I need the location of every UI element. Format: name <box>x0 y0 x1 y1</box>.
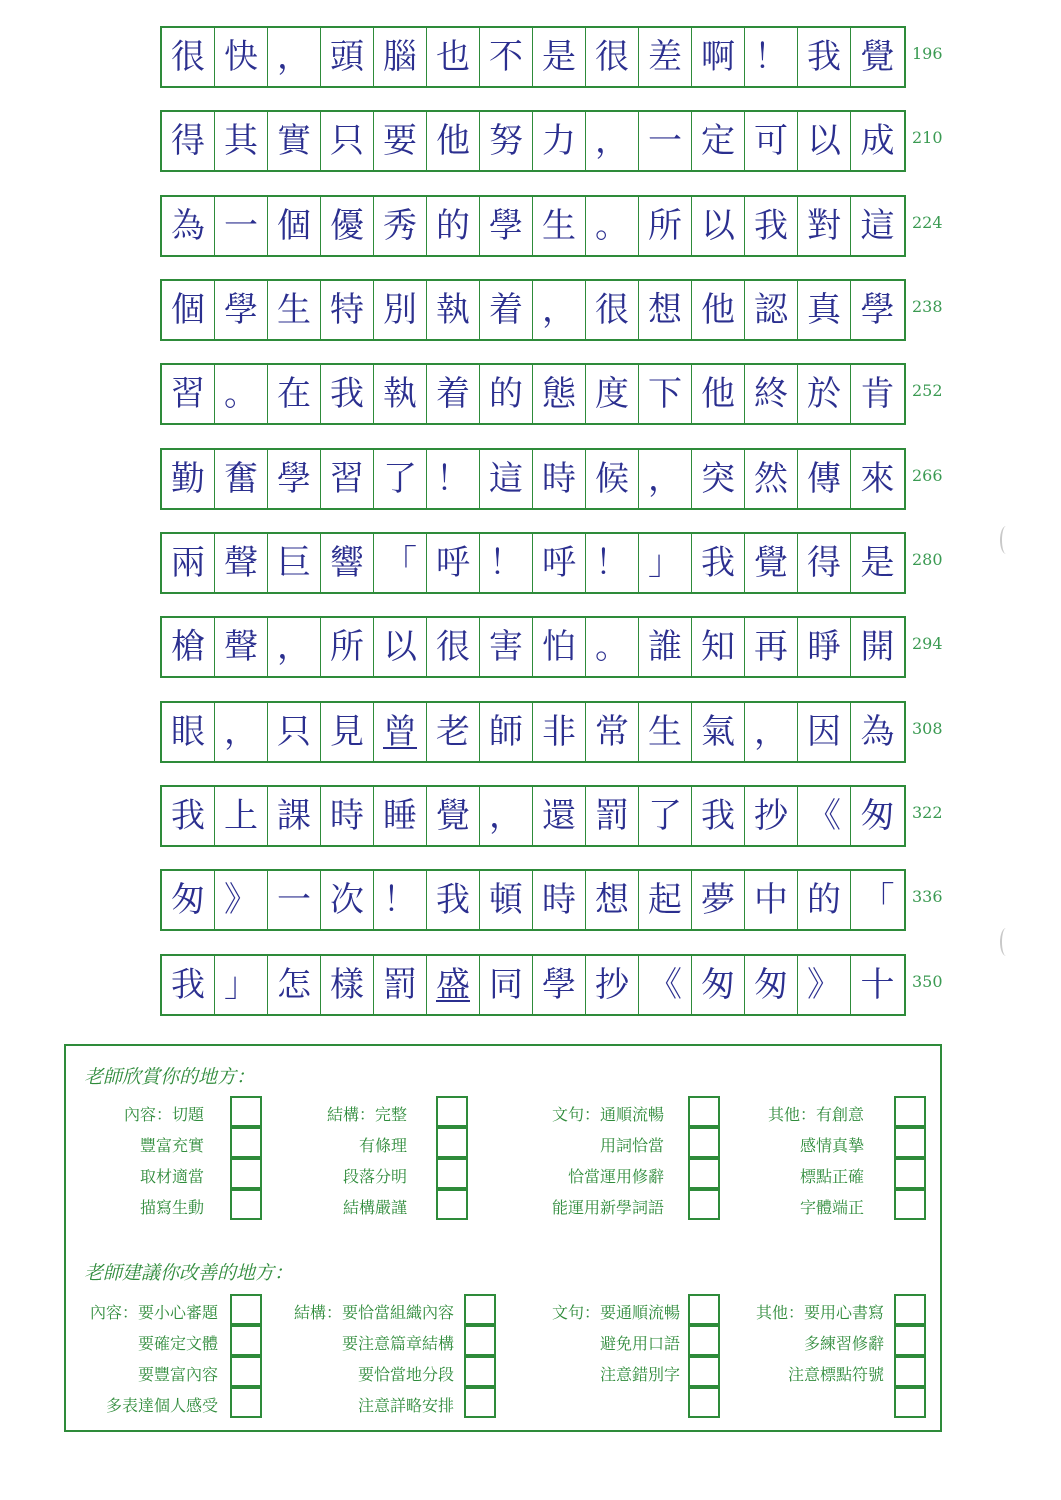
grid-cell: 定 <box>692 112 745 170</box>
grid-cell: 啊 <box>692 28 745 86</box>
grid-cell: 「 <box>374 534 427 592</box>
grid-cell: 很 <box>586 281 639 339</box>
grid-cell: 課 <box>268 787 321 845</box>
feedback-checkbox[interactable] <box>230 1325 262 1356</box>
grid-cell: 終 <box>745 365 798 423</box>
grid-cell: 誰 <box>639 618 692 676</box>
grid-cell: 聲 <box>215 534 268 592</box>
binder-hole-icon <box>1000 526 1012 554</box>
grid-cell: 習 <box>162 365 215 423</box>
grid-cell: ， <box>215 703 268 761</box>
grid-cell: ， <box>533 281 586 339</box>
grid-cell: 執 <box>374 365 427 423</box>
grid-cell: 候 <box>586 450 639 508</box>
grid-cell: 常 <box>586 703 639 761</box>
feedback-checkbox[interactable] <box>688 1158 720 1189</box>
grid-cell: 優 <box>321 197 374 255</box>
grid-cell: 老 <box>427 703 480 761</box>
grid-cells <box>160 785 906 847</box>
grid-cell: 生 <box>639 703 692 761</box>
grid-row <box>160 110 943 170</box>
grid-cell: 巨 <box>268 534 321 592</box>
grid-cell: 罰 <box>586 787 639 845</box>
grid-cell: 呼 <box>427 534 480 592</box>
feedback-checkbox[interactable] <box>230 1387 262 1418</box>
grid-cell: 罰 <box>374 956 427 1014</box>
grid-cell: 睜 <box>798 618 851 676</box>
grid-cell: 響 <box>321 534 374 592</box>
feedback-checkbox[interactable] <box>688 1294 720 1325</box>
feedback-checkbox[interactable] <box>230 1127 262 1158</box>
grid-cell: 習 <box>321 450 374 508</box>
feedback-criterion-label: 恰當運用修辭 <box>567 1167 664 1186</box>
char-count-number: 238 <box>912 297 943 316</box>
grid-cell: 生 <box>533 197 586 255</box>
grid-cell: 起 <box>639 871 692 929</box>
grid-cell: 以 <box>692 197 745 255</box>
feedback-criterion-label: 取材適當 <box>139 1167 204 1186</box>
grid-cell: ， <box>745 703 798 761</box>
feedback-criterion-label: 字體端正 <box>799 1198 864 1217</box>
grid-cell: 再 <box>745 618 798 676</box>
feedback-criterion-label: 用詞恰當 <box>599 1136 664 1155</box>
grid-row <box>160 448 943 508</box>
grid-cell: 特 <box>321 281 374 339</box>
grid-cell: 抄 <box>745 787 798 845</box>
grid-cell: 同 <box>480 956 533 1014</box>
appreciate-title: 老師欣賞你的地方： <box>84 1066 256 1088</box>
grid-cell: ！ <box>427 450 480 508</box>
grid-cell: ， <box>480 787 533 845</box>
feedback-checkbox[interactable] <box>230 1096 262 1127</box>
grid-cells <box>160 616 906 678</box>
grid-cell: 力 <box>533 112 586 170</box>
grid-cell: 只 <box>268 703 321 761</box>
grid-cell: 以 <box>374 618 427 676</box>
char-count-number: 224 <box>912 213 943 232</box>
feedback-checkbox[interactable] <box>230 1189 262 1220</box>
grid-cell: 可 <box>745 112 798 170</box>
grid-cell: 害 <box>480 618 533 676</box>
grid-cell: 了 <box>639 787 692 845</box>
grid-cell: 快 <box>215 28 268 86</box>
grid-cell: 着 <box>427 365 480 423</box>
char-count-number: 308 <box>912 719 943 738</box>
grid-cell: 要 <box>374 112 427 170</box>
grid-cell: 」 <box>639 534 692 592</box>
grid-cell: 見 <box>321 703 374 761</box>
char-count-number: 322 <box>912 803 943 822</box>
grid-cell: ！ <box>745 28 798 86</box>
feedback-checkbox[interactable] <box>688 1387 720 1418</box>
grid-cell: 還 <box>533 787 586 845</box>
feedback-criterion-label: 注意標點符號 <box>787 1365 884 1384</box>
grid-cell: 。 <box>586 618 639 676</box>
grid-cell: 他 <box>427 112 480 170</box>
grid-cell: 了 <box>374 450 427 508</box>
feedback-criterion-label: 要恰當地分段 <box>357 1365 454 1384</box>
grid-cell: 然 <box>745 450 798 508</box>
feedback-criterion-label: 文句：通順流暢 <box>551 1105 664 1124</box>
feedback-criterion-label: 內容：要小心審題 <box>89 1303 218 1322</box>
feedback-checkbox[interactable] <box>436 1127 468 1158</box>
char-count-number: 350 <box>912 972 943 991</box>
grid-row <box>160 279 943 339</box>
grid-cell: 聲 <box>215 618 268 676</box>
grid-cell: 所 <box>639 197 692 255</box>
grid-cell: 抄 <box>586 956 639 1014</box>
grid-cell: 眼 <box>162 703 215 761</box>
feedback-checkbox[interactable] <box>894 1325 926 1356</box>
grid-cell: 曾 <box>374 703 427 761</box>
grid-cell: 為 <box>162 197 215 255</box>
grid-cell: 腦 <box>374 28 427 86</box>
grid-cell: 十 <box>860 965 895 1005</box>
feedback-checkbox[interactable] <box>436 1189 468 1220</box>
grid-cell: 呼 <box>533 534 586 592</box>
grid-cell: 成 <box>860 121 895 161</box>
feedback-checkbox[interactable] <box>688 1356 720 1387</box>
feedback-checkbox[interactable] <box>894 1189 926 1220</box>
grid-cell: 因 <box>798 703 851 761</box>
grid-cell: ， <box>586 112 639 170</box>
grid-row <box>160 195 943 255</box>
grid-cell: 只 <box>321 112 374 170</box>
grid-cell: 頭 <box>321 28 374 86</box>
feedback-criterion-label: 避免用口語 <box>599 1334 680 1353</box>
grid-cell: 我 <box>692 534 745 592</box>
grid-cell: 。 <box>586 197 639 255</box>
grid-cell: ！ <box>586 534 639 592</box>
grid-cell: 知 <box>692 618 745 676</box>
feedback-criterion-label: 標點正確 <box>799 1167 864 1186</box>
grid-cell: 以 <box>798 112 851 170</box>
grid-cells <box>160 110 906 172</box>
grid-cell: 認 <box>745 281 798 339</box>
grid-cell: 於 <box>798 365 851 423</box>
grid-cell: 》 <box>215 871 268 929</box>
feedback-checkbox[interactable] <box>436 1096 468 1127</box>
grid-cell: 開 <box>860 627 895 667</box>
binder-hole-icon <box>1000 928 1012 956</box>
grid-row <box>160 26 943 86</box>
grid-cell: 匆 <box>860 796 895 836</box>
feedback-criterion-label: 內容：切題 <box>123 1105 204 1124</box>
grid-cell: 非 <box>533 703 586 761</box>
grid-cell: ， <box>268 28 321 86</box>
grid-cell: 匆 <box>162 871 215 929</box>
grid-cell: 所 <box>321 618 374 676</box>
grid-cell: 」 <box>215 956 268 1014</box>
grid-cells <box>160 279 906 341</box>
grid-cell: 樣 <box>321 956 374 1014</box>
grid-cell: 別 <box>374 281 427 339</box>
grid-cell: 覺 <box>427 787 480 845</box>
char-count-number: 266 <box>912 466 943 485</box>
grid-cell: 我 <box>162 787 215 845</box>
grid-cell: 夢 <box>692 871 745 929</box>
grid-cells <box>160 26 906 88</box>
grid-cell: ！ <box>480 534 533 592</box>
feedback-checkbox[interactable] <box>894 1356 926 1387</box>
grid-cell: 度 <box>586 365 639 423</box>
grid-row <box>160 785 943 845</box>
char-count-number: 252 <box>912 381 943 400</box>
grid-cell: 我 <box>162 956 215 1014</box>
grid-cell: 我 <box>427 871 480 929</box>
grid-cells <box>160 363 906 425</box>
grid-cell: 。 <box>215 365 268 423</box>
feedback-criterion-label: 注意錯別字 <box>599 1365 680 1384</box>
grid-cell: 是 <box>860 543 895 583</box>
char-count-number: 196 <box>912 44 943 63</box>
grid-cell: 的 <box>427 197 480 255</box>
grid-cell: 怕 <box>533 618 586 676</box>
grid-cell: 其 <box>215 112 268 170</box>
feedback-checkbox[interactable] <box>688 1127 720 1158</box>
grid-cell: 這 <box>860 206 895 246</box>
grid-cell: 氣 <box>692 703 745 761</box>
grid-cell: 是 <box>533 28 586 86</box>
grid-row <box>160 532 943 592</box>
grid-row <box>160 954 943 1014</box>
feedback-criterion-label: 感情真摯 <box>799 1136 864 1155</box>
grid-cells <box>160 869 906 931</box>
feedback-checkbox[interactable] <box>436 1158 468 1189</box>
grid-cell: 匆 <box>745 956 798 1014</box>
grid-cell: 盛 <box>427 956 480 1014</box>
grid-cell: 努 <box>480 112 533 170</box>
feedback-criterion-label: 豐富充實 <box>139 1136 204 1155</box>
grid-cell: 真 <box>798 281 851 339</box>
grid-cell: 很 <box>586 28 639 86</box>
feedback-criterion-label: 多練習修辭 <box>803 1334 884 1353</box>
grid-cell: 我 <box>321 365 374 423</box>
grid-cell: 一 <box>268 871 321 929</box>
feedback-checkbox[interactable] <box>688 1096 720 1127</box>
feedback-checkbox[interactable] <box>230 1158 262 1189</box>
feedback-criterion-label: 其他：有創意 <box>767 1105 864 1124</box>
grid-cell: 覺 <box>860 37 895 77</box>
grid-cell: 為 <box>860 712 895 752</box>
feedback-criterion-label: 文句：要通順流暢 <box>551 1303 680 1322</box>
grid-cell: 得 <box>162 112 215 170</box>
grid-cell: 《 <box>639 956 692 1014</box>
grid-cell: 很 <box>427 618 480 676</box>
grid-cell: 想 <box>586 871 639 929</box>
grid-cell: 對 <box>798 197 851 255</box>
char-count-number: 336 <box>912 887 943 906</box>
grid-cell: 時 <box>533 871 586 929</box>
grid-cell: 差 <box>639 28 692 86</box>
grid-cells <box>160 954 906 1016</box>
grid-cell: 次 <box>321 871 374 929</box>
grid-cell: ， <box>639 450 692 508</box>
grid-cell: 實 <box>268 112 321 170</box>
grid-cell: 睡 <box>374 787 427 845</box>
grid-cell: 想 <box>639 281 692 339</box>
grid-cell: 一 <box>639 112 692 170</box>
grid-cell: 很 <box>162 28 215 86</box>
feedback-checkbox[interactable] <box>464 1294 496 1325</box>
char-count-number: 280 <box>912 550 943 569</box>
feedback-criterion-label: 注意詳略安排 <box>357 1396 454 1415</box>
grid-cell: 》 <box>798 956 851 1014</box>
feedback-criterion-label: 結構：要恰當組織內容 <box>293 1303 454 1322</box>
feedback-checkbox[interactable] <box>894 1294 926 1325</box>
feedback-checkbox[interactable] <box>894 1387 926 1418</box>
grid-cells <box>160 701 906 763</box>
grid-cell: 匆 <box>692 956 745 1014</box>
grid-row <box>160 363 943 423</box>
char-count-number: 294 <box>912 634 943 653</box>
grid-row <box>160 869 943 929</box>
feedback-checkbox[interactable] <box>464 1356 496 1387</box>
grid-cell: 覺 <box>745 534 798 592</box>
grid-cell: 學 <box>268 450 321 508</box>
char-count-number: 210 <box>912 128 943 147</box>
feedback-criterion-label: 描寫生動 <box>139 1198 204 1217</box>
grid-cell: 時 <box>321 787 374 845</box>
feedback-criterion-label: 要豐富內容 <box>137 1365 218 1384</box>
grid-cell: 執 <box>427 281 480 339</box>
grid-cell: 這 <box>480 450 533 508</box>
feedback-checkbox[interactable] <box>230 1294 262 1325</box>
feedback-checkbox[interactable] <box>464 1387 496 1418</box>
grid-cell: 槍 <box>162 618 215 676</box>
grid-cell: 一 <box>215 197 268 255</box>
grid-cell: 突 <box>692 450 745 508</box>
feedback-criterion-label: 有條理 <box>358 1136 407 1155</box>
grid-cell: 學 <box>480 197 533 255</box>
grid-cell: 態 <box>533 365 586 423</box>
grid-cell: 師 <box>480 703 533 761</box>
grid-cell: 我 <box>798 28 851 86</box>
grid-cell: 怎 <box>268 956 321 1014</box>
grid-cell: 中 <box>745 871 798 929</box>
grid-cell: 個 <box>162 281 215 339</box>
feedback-criterion-label: 多表達個人感受 <box>105 1396 218 1415</box>
grid-cell: 勤 <box>162 450 215 508</box>
feedback-checkbox[interactable] <box>230 1356 262 1387</box>
grid-cell: 我 <box>692 787 745 845</box>
grid-row <box>160 701 943 761</box>
grid-cell: 秀 <box>374 197 427 255</box>
grid-cell: 生 <box>268 281 321 339</box>
grid-cell: 的 <box>798 871 851 929</box>
grid-cell: 時 <box>533 450 586 508</box>
grid-cell: 在 <box>268 365 321 423</box>
grid-cells <box>160 448 906 510</box>
grid-cell: 不 <box>480 28 533 86</box>
grid-cell: 兩 <box>162 534 215 592</box>
grid-cell: 着 <box>480 281 533 339</box>
grid-cell: 下 <box>639 365 692 423</box>
improve-title: 老師建議你改善的地方： <box>84 1262 294 1284</box>
feedback-checkbox[interactable] <box>894 1096 926 1127</box>
grid-cell: 他 <box>692 281 745 339</box>
feedback-checkbox[interactable] <box>688 1189 720 1220</box>
grid-cell: 肯 <box>860 374 895 414</box>
grid-cell: 奮 <box>215 450 268 508</box>
feedback-criterion-label: 段落分明 <box>342 1167 407 1186</box>
grid-cell: 他 <box>692 365 745 423</box>
grid-cell: 個 <box>268 197 321 255</box>
grid-cell: 「 <box>860 880 895 920</box>
grid-cell: 來 <box>860 459 895 499</box>
grid-cells <box>160 532 906 594</box>
grid-cell: 也 <box>427 28 480 86</box>
grid-cell: ！ <box>374 871 427 929</box>
feedback-criterion-label: 能運用新學詞語 <box>551 1198 664 1217</box>
grid-cell: ， <box>268 618 321 676</box>
grid-cells <box>160 195 906 257</box>
grid-cell: 學 <box>860 290 895 330</box>
feedback-criterion-label: 要確定文體 <box>137 1334 218 1353</box>
feedback-panel <box>64 1044 942 1432</box>
grid-cell: 的 <box>480 365 533 423</box>
grid-cell: 得 <box>798 534 851 592</box>
grid-cell: 學 <box>215 281 268 339</box>
feedback-criterion-label: 要注意篇章結構 <box>341 1334 454 1353</box>
grid-cell: 學 <box>533 956 586 1014</box>
feedback-criterion-label: 其他：要用心書寫 <box>755 1303 884 1322</box>
grid-cell: 上 <box>215 787 268 845</box>
feedback-checkbox[interactable] <box>894 1127 926 1158</box>
feedback-checkbox[interactable] <box>894 1158 926 1189</box>
grid-cell: 《 <box>798 787 851 845</box>
feedback-criterion-label: 結構嚴謹 <box>342 1198 407 1217</box>
feedback-checkbox[interactable] <box>688 1325 720 1356</box>
grid-cell: 傳 <box>798 450 851 508</box>
feedback-checkbox[interactable] <box>464 1325 496 1356</box>
grid-row <box>160 616 943 676</box>
grid-cell: 頓 <box>480 871 533 929</box>
feedback-criterion-label: 結構：完整 <box>326 1105 407 1124</box>
grid-cell: 我 <box>745 197 798 255</box>
